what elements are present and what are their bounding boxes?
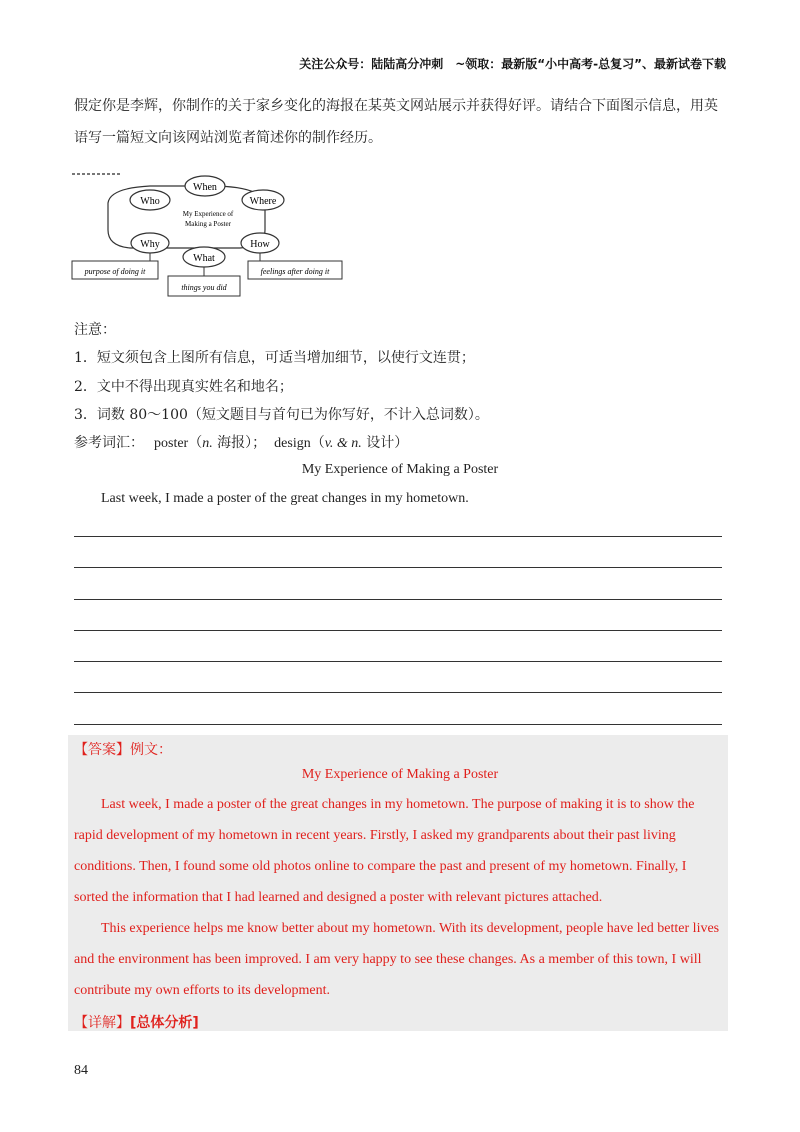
svg-text:Why: Why bbox=[140, 239, 160, 250]
page-header: 关注公众号：陆陆高分冲刺 ~领取：最新版“小中高考-总复习”、最新试卷下载 bbox=[299, 57, 726, 71]
vocab-pos-poster: n. bbox=[202, 436, 213, 451]
svg-text:things you did: things you did bbox=[181, 283, 227, 292]
vocab-pos-design: v. & n. bbox=[324, 436, 362, 451]
task-line-2: 语写一篇短文向该网站浏览者简述你的制作经历。 bbox=[74, 130, 382, 146]
vocab-line: 参考词汇： poster（n. 海报）； design（v. & n. 设计） bbox=[74, 435, 409, 451]
node-who bbox=[130, 190, 170, 210]
vocab-prefix: 参考词汇： bbox=[74, 435, 144, 451]
mind-map-diagram bbox=[70, 168, 355, 298]
notes-heading: 注意： bbox=[74, 322, 116, 338]
answer-line-6: and the environment has been improved. I am very happy to see these changes. As a member of this town, I will bbox=[74, 952, 702, 967]
answer-line-3: conditions. Then, I found some old photos online to compare the past and present of my hometown. Finally, I bbox=[74, 859, 687, 874]
detail-bold: [总体分析] bbox=[130, 1015, 199, 1031]
answer-line-1: Last week, I made a poster of the great changes in my hometown. The purpose of making it is to show the bbox=[101, 797, 695, 812]
note-item-3: 3．词数 80～100（短文题目与首句已为你写好，不计入总词数）。 bbox=[74, 407, 489, 423]
vocab-meaning-design: 设计 bbox=[366, 435, 395, 451]
vocab-word-poster: poster bbox=[154, 436, 189, 451]
diagram-center-line-1: My Experience of bbox=[182, 210, 234, 218]
box-things bbox=[168, 276, 240, 296]
svg-text:What: What bbox=[193, 253, 215, 264]
svg-text:How: How bbox=[250, 239, 270, 250]
task-line-1: 假定你是李辉，你制作的关于家乡变化的海报在某英文网站展示并获得好评。请结合下面图示信息，用英 bbox=[74, 98, 718, 114]
box-feelings bbox=[248, 261, 342, 279]
answer-title: My Experience of Making a Poster bbox=[301, 767, 499, 782]
note-item-1: 1．短文须包含上图所有信息，可适当增加细节，以使行文连贯； bbox=[74, 350, 475, 366]
detail-label: 【详解】 bbox=[74, 1015, 130, 1031]
box-purpose bbox=[72, 261, 158, 279]
diagram-center-line-2: Making a Poster bbox=[185, 220, 231, 228]
node-how bbox=[241, 233, 279, 253]
answer-line-4: sorted the information that I had learned and designed a poster with relevant pictures attached. bbox=[74, 890, 603, 905]
svg-text:When: When bbox=[193, 182, 217, 193]
svg-text:purpose of doing it: purpose of doing it bbox=[84, 267, 146, 276]
answer-line-5: This experience helps me know better about my hometown. With its development, people have led better lives bbox=[101, 921, 720, 936]
writing-line bbox=[74, 724, 722, 725]
writing-line bbox=[74, 692, 722, 693]
writing-line bbox=[74, 536, 722, 537]
node-why bbox=[131, 233, 169, 253]
vocab-meaning-poster: 海报 bbox=[217, 435, 246, 451]
writing-line bbox=[74, 630, 722, 631]
answer-label: 【答案】例文： bbox=[74, 742, 172, 758]
svg-text:feelings after doing it: feelings after doing it bbox=[260, 267, 330, 276]
svg-text:Who: Who bbox=[140, 196, 160, 207]
svg-text:Where: Where bbox=[249, 196, 277, 207]
node-what bbox=[183, 247, 225, 267]
note-item-2: 2．文中不得出现真实姓名和地名； bbox=[74, 379, 293, 395]
answer-line-2: rapid development of my hometown in recent years. Firstly, I asked my grandparents about their past living bbox=[74, 828, 676, 843]
writing-line bbox=[74, 599, 722, 600]
detail-line bbox=[74, 1012, 199, 1032]
node-where bbox=[242, 190, 284, 210]
answer-line-7: contribute my own efforts to its development. bbox=[74, 983, 330, 998]
writing-line bbox=[74, 661, 722, 662]
page-number: 84 bbox=[74, 1063, 88, 1078]
node-when bbox=[185, 176, 225, 196]
vocab-word-design: design bbox=[274, 436, 311, 451]
essay-title: My Experience of Making a Poster bbox=[301, 462, 499, 477]
writing-line bbox=[74, 567, 722, 568]
essay-first-sentence: Last week, I made a poster of the great changes in my hometown. bbox=[101, 491, 469, 506]
